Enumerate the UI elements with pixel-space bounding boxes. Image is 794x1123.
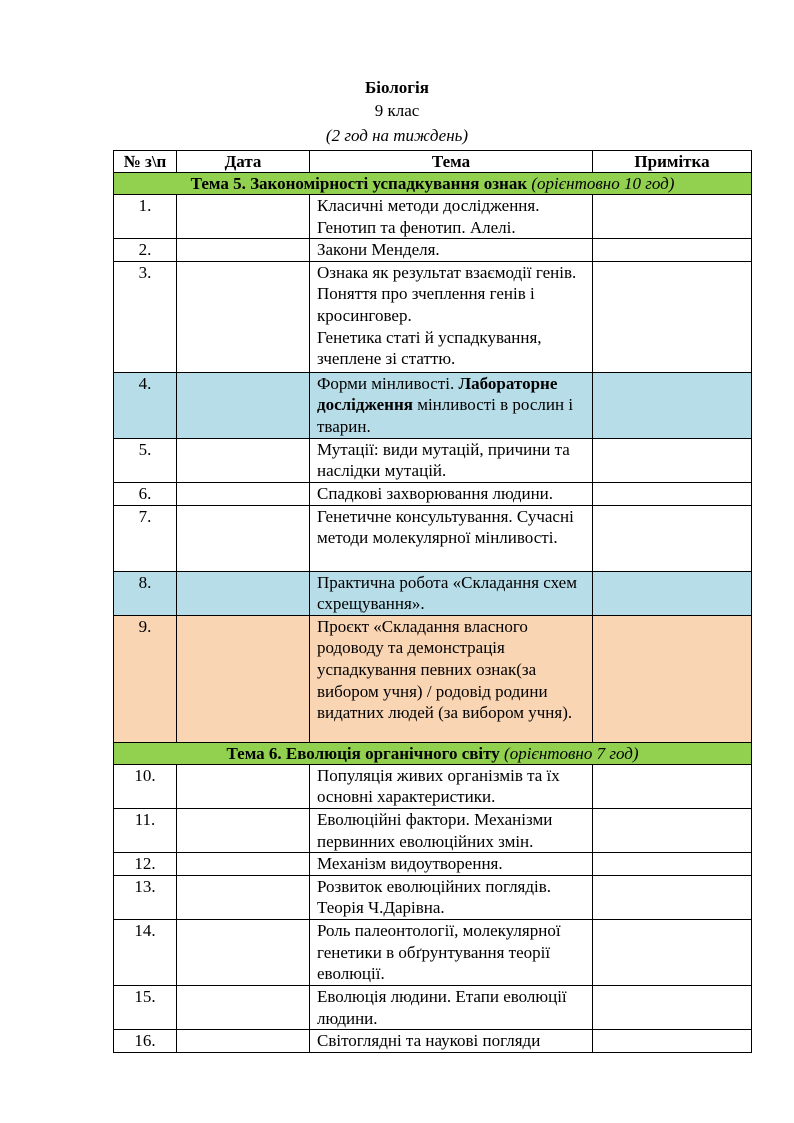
date-cell <box>177 764 310 808</box>
topic-cell: Роль палеонтології, молекулярної генетики в обґрунтування теорії еволюції. <box>310 919 593 985</box>
table-row <box>114 808 752 852</box>
date-cell <box>177 372 310 438</box>
note-cell <box>593 372 752 438</box>
table-row <box>114 919 752 985</box>
row-number: 8. <box>114 571 177 615</box>
note-cell <box>593 853 752 876</box>
topic-cell: Еволюція людини. Етапи еволюції людини. <box>310 985 593 1029</box>
table-row <box>114 482 752 505</box>
document-title: Біологія <box>365 78 429 97</box>
note-cell <box>593 261 752 372</box>
table-row <box>114 261 752 372</box>
note-cell <box>593 195 752 239</box>
table-header-row <box>114 151 752 173</box>
note-cell <box>593 985 752 1029</box>
topic-cell: Класичні методи дослідження. Генотип та фенотип. Алелі. <box>310 195 593 239</box>
note-cell <box>593 505 752 571</box>
note-cell <box>593 808 752 852</box>
row-number: 10. <box>114 764 177 808</box>
row-number: 11. <box>114 808 177 852</box>
note-cell <box>593 615 752 742</box>
col-header-date: Дата <box>177 151 310 173</box>
col-header-number: № з\п <box>114 151 177 173</box>
date-cell <box>177 195 310 239</box>
topic-cell: Спадкові захворювання людини. <box>310 482 593 505</box>
table-row <box>114 239 752 262</box>
date-cell <box>177 571 310 615</box>
date-cell <box>177 853 310 876</box>
topic-cell: Механізм видоутворення. <box>310 853 593 876</box>
date-cell <box>177 615 310 742</box>
row-number: 9. <box>114 615 177 742</box>
note-cell <box>593 239 752 262</box>
table-row <box>114 505 752 571</box>
table-row <box>114 985 752 1029</box>
row-number: 14. <box>114 919 177 985</box>
table-row <box>114 764 752 808</box>
row-number: 13. <box>114 875 177 919</box>
note-cell <box>593 438 752 482</box>
date-cell <box>177 261 310 372</box>
topic-cell: Закони Менделя. <box>310 239 593 262</box>
topic-cell: Еволюційні фактори. Механізми первинних еволюційних змін. <box>310 808 593 852</box>
table-row <box>114 195 752 239</box>
topic-cell: Форми мінливості. Лабораторне дослідження мінливості в рослин і тварин. <box>310 372 593 438</box>
row-number: 15. <box>114 985 177 1029</box>
section-row <box>114 742 752 764</box>
section-title: Тема 6. Еволюція органічного світу (орієнтовно 7 год) <box>114 742 752 764</box>
date-cell <box>177 808 310 852</box>
row-number: 5. <box>114 438 177 482</box>
lesson-plan-table <box>113 150 752 1053</box>
topic-cell: Популяція живих організмів та їх основні характеристики. <box>310 764 593 808</box>
date-cell <box>177 1030 310 1053</box>
topic-cell: Світоглядні та наукові погляди <box>310 1030 593 1053</box>
note-cell <box>593 875 752 919</box>
table-row <box>114 438 752 482</box>
topic-cell: Практична робота «Складання схем схрещування». <box>310 571 593 615</box>
row-number: 1. <box>114 195 177 239</box>
topic-cell: Розвиток еволюційних поглядів. Теорія Ч.Дарівна. <box>310 875 593 919</box>
row-number: 16. <box>114 1030 177 1053</box>
date-cell <box>177 239 310 262</box>
grade-label: 9 клас <box>374 101 420 120</box>
col-header-topic: Тема <box>310 151 593 173</box>
row-number: 3. <box>114 261 177 372</box>
topic-cell: Проєкт «Складання власного родоводу та демонстрація успадкування певних ознак(за вибором учня) / родовід родини видатних людей (за вибором учня). <box>310 615 593 742</box>
table-row <box>114 615 752 742</box>
table-row <box>114 875 752 919</box>
topic-cell: Ознака як результат взаємодії генів. Поняття про зчеплення генів і кросинговер. Генетика статі й успадкування, зчеплене зі статтю. <box>310 261 593 372</box>
date-cell <box>177 875 310 919</box>
table-row <box>114 372 752 438</box>
topic-cell: Генетичне консультування. Сучасні методи молекулярної мінливості. <box>310 505 593 571</box>
note-cell <box>593 482 752 505</box>
date-cell <box>177 482 310 505</box>
row-number: 4. <box>114 372 177 438</box>
topic-cell: Мутації: види мутацій, причини та наслідки мутацій. <box>310 438 593 482</box>
section-row <box>114 173 752 195</box>
note-cell <box>593 571 752 615</box>
date-cell <box>177 985 310 1029</box>
date-cell <box>177 438 310 482</box>
note-cell <box>593 764 752 808</box>
date-cell <box>177 919 310 985</box>
table-row <box>114 1030 752 1053</box>
hours-per-week: (2 год на тиждень) <box>325 126 469 145</box>
row-number: 6. <box>114 482 177 505</box>
table-row <box>114 853 752 876</box>
date-cell <box>177 505 310 571</box>
row-number: 2. <box>114 239 177 262</box>
note-cell <box>593 919 752 985</box>
section-title: Тема 5. Закономірності успадкування ознак (орієнтовно 10 год) <box>114 173 752 195</box>
note-cell <box>593 1030 752 1053</box>
row-number: 7. <box>114 505 177 571</box>
col-header-note: Примітка <box>593 151 752 173</box>
table-row <box>114 571 752 615</box>
row-number: 12. <box>114 853 177 876</box>
